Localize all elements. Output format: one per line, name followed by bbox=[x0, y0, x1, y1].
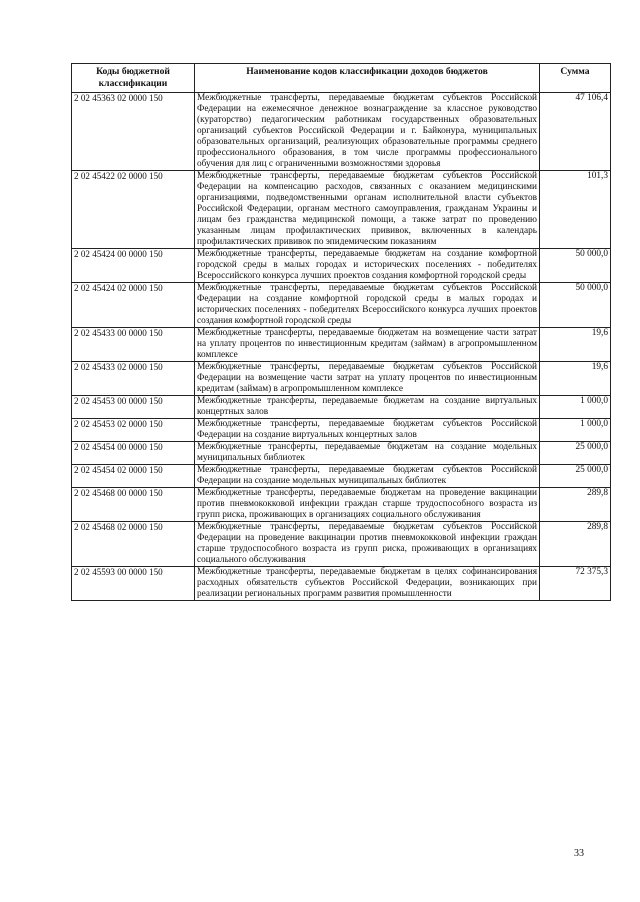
row-name: Межбюджетные трансферты, передаваемые бюджетам субъектов Российской Федерации на ежемесячное денежное вознаграждение за классное руководство (кураторство) педагогическим работникам государственных образовательных организаций субъектов Российской Федерации и г. Байконура, муниципальных образовательных организаций, реализующих образовательные программы среднего профессионального образования, в том числе программы профессионального обучения для лиц с ограниченными возможностями здоровья bbox=[195, 93, 540, 171]
table-row bbox=[72, 283, 611, 328]
row-code: 2 02 45453 00 0000 150 bbox=[72, 396, 195, 419]
table-row bbox=[72, 93, 611, 171]
table-row bbox=[72, 488, 611, 522]
row-name: Межбюджетные трансферты, передаваемые бюджетам субъектов Российской Федерации на возмещение части затрат на уплату процентов по инвестиционным кредитам (займам) в агропромышленном комплексе bbox=[195, 362, 540, 396]
header-budget-codes: Коды бюджетной классификации bbox=[72, 64, 195, 93]
row-name: Межбюджетные трансферты, передаваемые бюджетам субъектов Российской Федерации на создание модельных муниципальных библиотек bbox=[195, 465, 540, 488]
table-row bbox=[72, 567, 611, 601]
row-code: 2 02 45433 02 0000 150 bbox=[72, 362, 195, 396]
row-sum: 101,3 bbox=[540, 171, 611, 249]
row-sum: 289,8 bbox=[540, 488, 611, 522]
row-code: 2 02 45454 00 0000 150 bbox=[72, 442, 195, 465]
row-name: Межбюджетные трансферты, передаваемые бюджетам на создание виртуальных концертных залов bbox=[195, 396, 540, 419]
row-code: 2 02 45593 00 0000 150 bbox=[72, 567, 195, 601]
row-sum: 19,6 bbox=[540, 362, 611, 396]
table-row bbox=[72, 362, 611, 396]
row-code: 2 02 45468 02 0000 150 bbox=[72, 522, 195, 567]
row-sum: 25 000,0 bbox=[540, 442, 611, 465]
row-name: Межбюджетные трансферты, передаваемые бюджетам на создание модельных муниципальных библиотек bbox=[195, 442, 540, 465]
table-row bbox=[72, 249, 611, 283]
budget-revenue-table bbox=[71, 63, 611, 601]
row-code: 2 02 45424 00 0000 150 bbox=[72, 249, 195, 283]
row-code: 2 02 45422 02 0000 150 bbox=[72, 171, 195, 249]
header-classification-name: Наименование кодов классификации доходов бюджетов bbox=[195, 64, 540, 93]
row-sum: 19,6 bbox=[540, 328, 611, 362]
header-sum: Сумма bbox=[540, 64, 611, 93]
row-name: Межбюджетные трансферты, передаваемые бюджетам субъектов Российской Федерации на создание виртуальных концертных залов bbox=[195, 419, 540, 442]
table-row bbox=[72, 328, 611, 362]
row-sum: 289,8 bbox=[540, 522, 611, 567]
row-sum: 50 000,0 bbox=[540, 249, 611, 283]
row-sum: 50 000,0 bbox=[540, 283, 611, 328]
row-code: 2 02 45453 02 0000 150 bbox=[72, 419, 195, 442]
row-name: Межбюджетные трансферты, передаваемые бюджетам субъектов Российской Федерации на создание комфортной городской среды в малых городах и исторических поселениях - победителях Всероссийского конкурса лучших проектов создания комфортной городской среды bbox=[195, 283, 540, 328]
row-sum: 72 375,3 bbox=[540, 567, 611, 601]
row-sum: 25 000,0 bbox=[540, 465, 611, 488]
row-sum: 1 000,0 bbox=[540, 396, 611, 419]
row-name: Межбюджетные трансферты, передаваемые бюджетам в целях софинансирования расходных обязательств субъектов Российской Федерации, возникающих при реализации региональных программ развития промышленности bbox=[195, 567, 540, 601]
page-number: 33 bbox=[574, 848, 584, 859]
table-row bbox=[72, 171, 611, 249]
row-code: 2 02 45363 02 0000 150 bbox=[72, 93, 195, 171]
table-row bbox=[72, 522, 611, 567]
row-name: Межбюджетные трансферты, передаваемые бюджетам на создание комфортной городской среды в малых городах и исторических поселениях - победителях Всероссийского конкурса лучших проектов создания комфортной городской среды bbox=[195, 249, 540, 283]
table-row bbox=[72, 419, 611, 442]
table-header-row bbox=[72, 64, 611, 93]
row-code: 2 02 45433 00 0000 150 bbox=[72, 328, 195, 362]
row-name: Межбюджетные трансферты, передаваемые бюджетам субъектов Российской Федерации на проведение вакцинации против пневмококковой инфекции граждан старше трудоспособного возраста из групп риска, проживающих в организациях социального обслуживания bbox=[195, 522, 540, 567]
row-sum: 47 106,4 bbox=[540, 93, 611, 171]
table-row bbox=[72, 396, 611, 419]
row-name: Межбюджетные трансферты, передаваемые бюджетам на возмещение части затрат на уплату процентов по инвестиционным кредитам (займам) в агропромышленном комплексе bbox=[195, 328, 540, 362]
row-code: 2 02 45468 00 0000 150 bbox=[72, 488, 195, 522]
row-code: 2 02 45424 02 0000 150 bbox=[72, 283, 195, 328]
table-row bbox=[72, 442, 611, 465]
row-code: 2 02 45454 02 0000 150 bbox=[72, 465, 195, 488]
row-sum: 1 000,0 bbox=[540, 419, 611, 442]
table-row bbox=[72, 465, 611, 488]
row-name: Межбюджетные трансферты, передаваемые бюджетам субъектов Российской Федерации на компенсацию расходов, связанных с оказанием медицинскими организациями, подведомственными органам исполнительной власти субъектов Российской Федерации, органам местного самоуправления, гражданам Украины и лицам без гражданства медицинской помощи, а также затрат по проведению указанным лицам профилактических прививок, включенных в календарь профилактических прививок по эпидемическим показаниям bbox=[195, 171, 540, 249]
row-name: Межбюджетные трансферты, передаваемые бюджетам на проведение вакцинации против пневмококковой инфекции граждан старше трудоспособного возраста из групп риска, проживающих в организациях социального обслуживания bbox=[195, 488, 540, 522]
